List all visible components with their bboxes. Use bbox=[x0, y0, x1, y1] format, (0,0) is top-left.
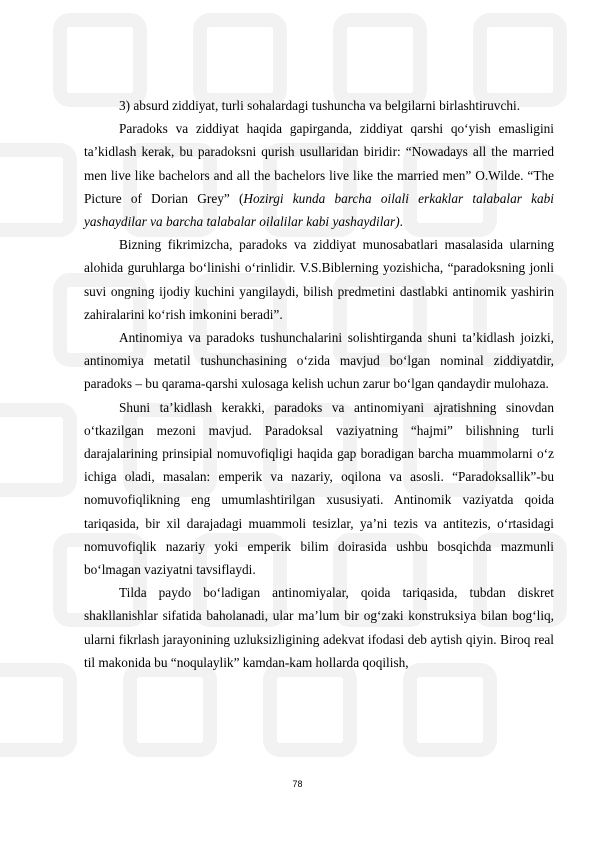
paragraph-2 bbox=[84, 117, 554, 233]
paragraph-4: Antinomiya va paradoks tushunchalarini solishtirganda shuni ta’kidlash joizki, antinomiya metatil tushunchasining o‘zida mavjud bo‘lgan nominal ziddiyatdir, paradoks – bu qarama-qarshi xulosaga kelish uchun zarur bo‘lgan qandaydir mulohaza. bbox=[84, 330, 554, 392]
paragraph-2-tail: . bbox=[399, 214, 403, 230]
paragraph-6: Tilda paydo bo‘ladigan antinomiyalar, qoida tariqasida, tubdan diskret shakllanishlar sifatida baholanadi, ular ma’lum bir og‘zaki konstruksiya bilan bog‘liq, ularni fikrlash jarayonining uzluksizligining adekvat ifodasi deb aytish qiyin. Biroq real til makonida bu “noqulaylik” kamdan-kam hollarda qoqilish, bbox=[84, 585, 554, 670]
page-number: 78 bbox=[292, 779, 303, 789]
paragraph-2-italic-translation: Hozirgi kunda barcha oilali erkaklar talabalar kabi yashaydilar va barcha talabalar oilalilar kabi yashaydilar) bbox=[84, 190, 555, 230]
paragraph-3: Bizning fikrimizcha, paradoks va ziddiyat munosabatlari masalasida ularning alohida guruhlarga bo‘linishi o‘rinlidir. V.S.Biblerning yozishicha, “paradoksning jonli suvi ongning ijodiy kuchini yangilaydi, bilish predmetini dastlabki antinomik yashirin zahiralarini ko‘rish imkonini beradi”. bbox=[84, 237, 554, 322]
paragraph-1: 3) absurd ziddiyat, turli sohalardagi tushuncha va belgilarni birlashtiruvchi. bbox=[119, 98, 521, 113]
paragraph-2-text: Paradoks va ziddiyat haqida gapirganda, ziddiyat qarshi qo‘yish emasligini ta’kidlash kerak, bu paradoksni qurish usullaridan biridir: “Nowadays all the married men live like bachelors and all the bachelors live like the married men” O.Wilde. “The Picture of Dorian Grey” ( bbox=[84, 121, 554, 206]
page-body bbox=[84, 94, 554, 674]
paragraph-5: Shuni ta’kidlash kerakki, paradoks va antinomiyani ajratishning sinovdan o‘tkazilgan mezoni mavjud. Paradoksal vaziyatning “hajmi” bilishning turli darajalarining prinsipial nomuvofiqligi haqida gap boradigan barcha muammolarni o‘z ichiga oladi, masalan: emperik va nazariy, oqilona va asosli. “Paradoksallik”-bu nomuvofiqlikning eng umumlashtirilgan xususiyati. Antinomik vaziyatda qoida tariqasida, bir xil darajadagi muammoli tesizlar, ya’ni tezis va antitezis, o‘rtasidagi nomuvofiqlik nazariy yoki emperik bilim doirasida ushbu bosqichda mazmunli bo‘lmagan vaziyatni tavsiflaydi. bbox=[84, 399, 554, 578]
